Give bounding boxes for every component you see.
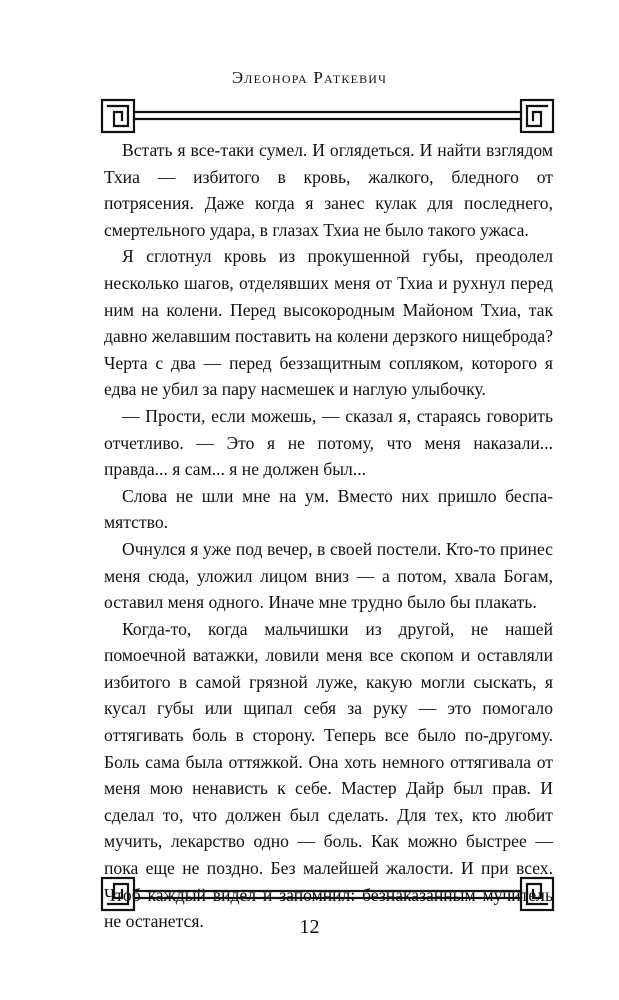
paragraph-1: Встать я все-таки сумел. И оглядеться. И найти взглядом Тхиа — избитого в кровь, жалкого, бледного от потрясения. Даже когда я занес кулак для последнего, смертельного удара, в глазах Тхиа не было такого ужаса. (104, 140, 553, 240)
paragraph-2: Я сглотнул кровь из прокушенной губы, преодолел несколько шагов, отделявших меня от Тхиа и рухнул перед ним на колени. Перед высокородным Майоном Тхиа, так давно желавшим поставить на колени дерзкого нищеброда? Черта с два — перед беззащитным сопляком, которого я едва не убил за пару насмешек и наглую улыбочку. (104, 246, 553, 400)
paragraph-4: Слова не шли мне на ум. Вместо них пришло беспамятство. (104, 485, 553, 533)
paragraph-3: — Прости, если можешь, — сказал я, стараясь говорить отчетливо. — Это я не потому, что меня наказали... правда... я сам... я не должен был... (104, 405, 553, 480)
paragraph-5: Очнулся я уже под вечер, в своей постели. Кто-то принес меня сюда, уложил лицом вниз — а потом, хвала Богам, оставил меня одного. Иначе мне трудно было бы плакать. (104, 538, 553, 613)
greek-key-rule-ornament-icon (100, 876, 555, 912)
body-text (104, 137, 553, 935)
running-head-author: Элеонора Раткевич (231, 68, 388, 87)
page-number: 12 (299, 916, 320, 938)
greek-key-rule-ornament-icon (100, 98, 555, 134)
paragraph-6: Когда-то, когда мальчишки из другой, не нашей помоечной ватажки, ловили меня все скопом и оставляли избитого в самой грязной луже, какую могли сыскать, я кусал губы или щипал себя за руку — это помогало оттягивать боль в сторону. Теперь все было по-другому. Боль сама была оттяжкой. Она хоть немного оттягивала от меня мою ненависть к себе. Мастер Дайр был прав. И сделал то, что должен был сделать. Для тех, кто любит мучить, лекарство одно — боль. Как можно быстрее — пока еще не поздно. Без малейшей жалости. И при всех. Чтоб каждый видел и запомнил: безнаказанным мучитель не останется. (104, 618, 553, 932)
